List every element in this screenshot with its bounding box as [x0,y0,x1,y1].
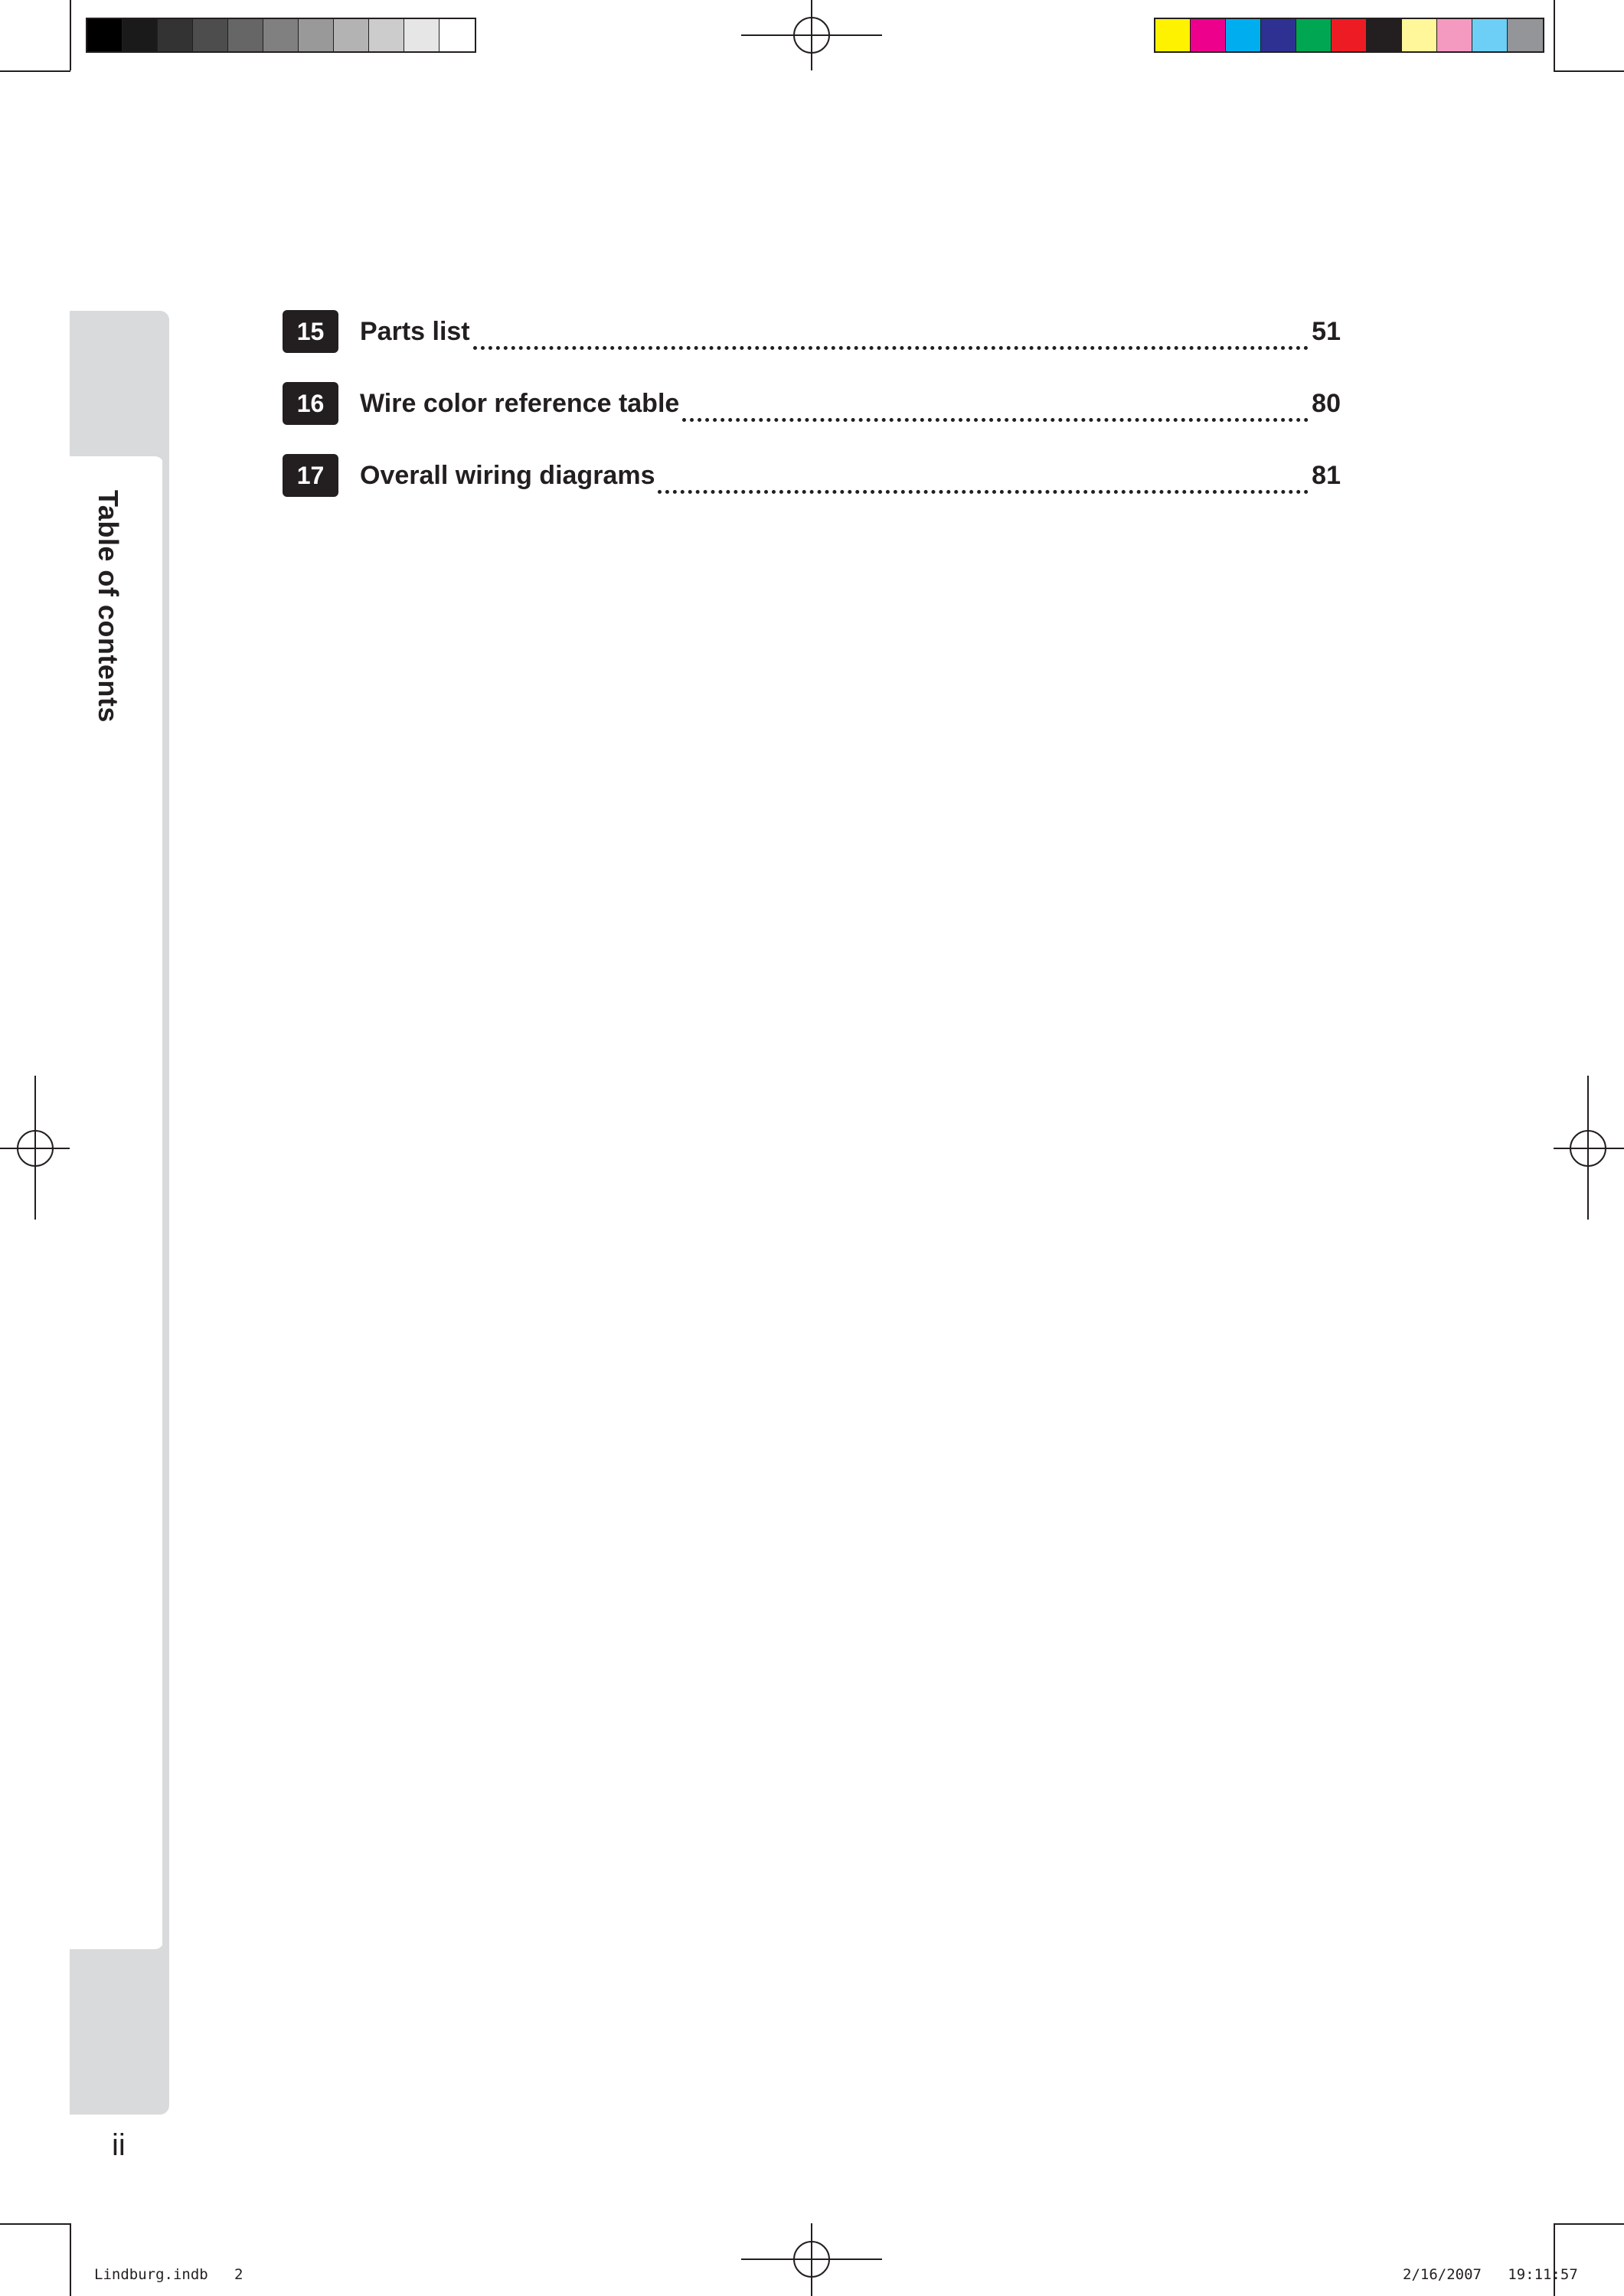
toc-chapter-badge: 16 [283,382,338,425]
color-swatch [1261,19,1296,51]
registration-circle [793,17,830,54]
file-slug: Lindburg.indb 2 [94,2266,243,2283]
crop-mark [70,2223,71,2296]
timestamp-slug: 2/16/2007 19:11:57 [1403,2266,1578,2283]
crop-mark [1554,0,1555,70]
toc-entry[interactable] [283,310,1341,353]
crop-mark [0,70,70,72]
color-swatch [1296,19,1332,51]
crop-mark [1554,2223,1555,2296]
side-tab-edge [162,456,169,1949]
toc-entry[interactable] [283,454,1341,497]
color-swatch [1508,19,1543,51]
color-swatch [1191,19,1226,51]
gray-swatch [193,19,228,51]
gray-swatch [123,19,158,51]
gray-swatch [263,19,299,51]
toc-chapter-badge: 15 [283,310,338,353]
toc-entry-title: Parts list [360,316,470,346]
color-swatch [1402,19,1437,51]
crop-mark [1554,2223,1624,2225]
gray-swatch [369,19,404,51]
gray-swatch [228,19,263,51]
registration-circle [17,1130,54,1167]
color-calibration-bar [1154,18,1544,53]
color-swatch [1226,19,1261,51]
crop-mark [0,2223,70,2225]
color-swatch [1367,19,1402,51]
gray-calibration-bar [86,18,476,53]
toc-page-number: 81 [1312,460,1341,490]
color-swatch [1155,19,1191,51]
side-tab-label: Table of contents [93,490,124,723]
color-swatch [1332,19,1367,51]
gray-swatch [439,19,475,51]
toc-page-number: 51 [1312,316,1341,346]
toc-chapter-badge: 17 [283,454,338,497]
gray-swatch [87,19,123,51]
crop-mark [70,0,71,70]
toc-leader-dots [682,392,1309,422]
toc-entry-title: Overall wiring diagrams [360,460,655,490]
registration-circle [1570,1130,1606,1167]
registration-circle [793,2241,830,2278]
page-number: ii [112,2128,126,2162]
toc-entry-title: Wire color reference table [360,388,680,418]
gray-swatch [404,19,439,51]
color-swatch [1472,19,1508,51]
toc-leader-dots [658,464,1309,494]
toc-page-number: 80 [1312,388,1341,418]
gray-swatch [334,19,369,51]
toc-leader-dots [473,320,1309,350]
color-swatch [1437,19,1472,51]
gray-swatch [299,19,334,51]
crop-mark [1554,70,1624,72]
toc-entry[interactable] [283,382,1341,425]
gray-swatch [158,19,193,51]
